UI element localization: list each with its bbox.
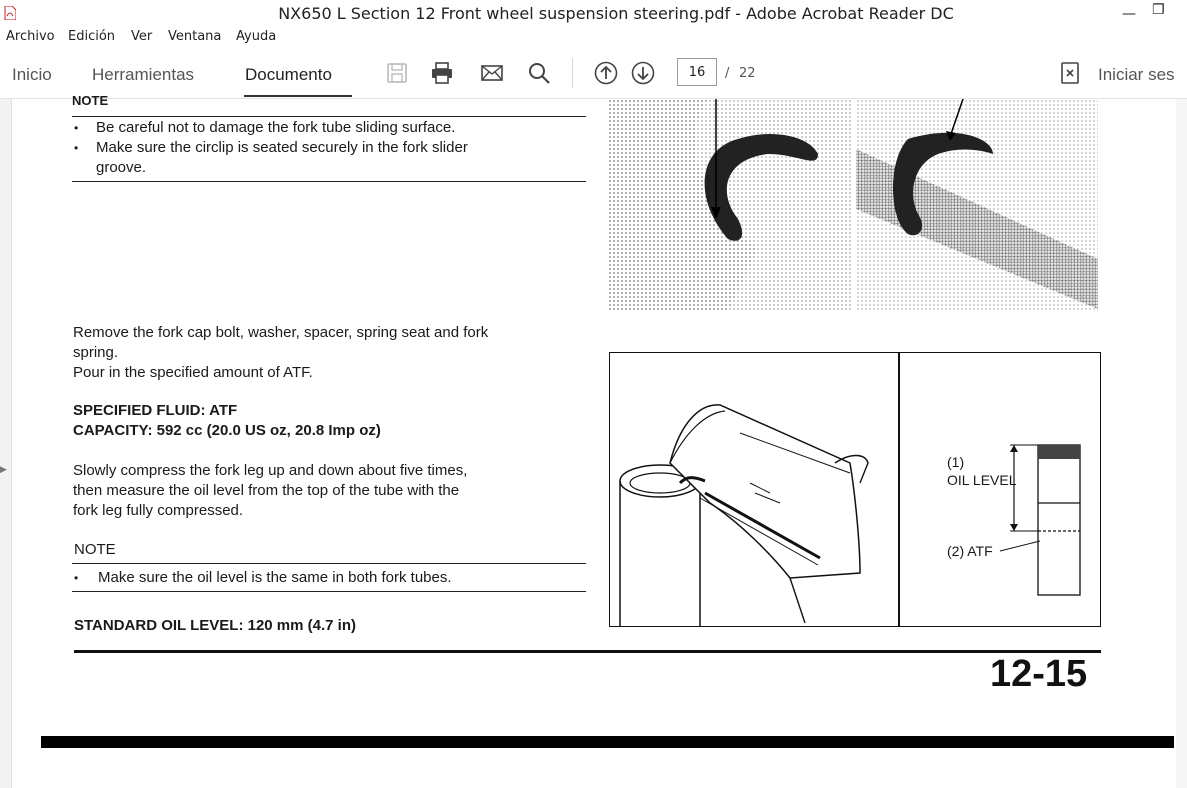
note1-bottom-rule — [72, 181, 586, 182]
standard-oil-level: STANDARD OIL LEVEL: 120 mm (4.7 in) — [74, 617, 356, 634]
toolbar-separator — [572, 58, 573, 88]
tab-documento[interactable]: Documento — [245, 65, 332, 84]
note1-heading: NOTE — [72, 93, 109, 108]
note2-heading: NOTE — [74, 541, 116, 558]
previous-page-icon[interactable] — [594, 61, 618, 85]
menu-ayuda[interactable]: Ayuda — [236, 29, 277, 44]
toolbar — [0, 48, 1187, 99]
menu-ventana[interactable]: Ventana — [168, 29, 222, 44]
minimize-button[interactable]: — — [1122, 6, 1136, 22]
print-icon[interactable] — [430, 61, 454, 85]
bullet-mark: • — [74, 571, 79, 585]
note1-bullet-2-cont: groove. — [96, 159, 147, 176]
oil-level-diagram — [900, 353, 1100, 626]
page-separator: / — [725, 66, 730, 81]
note1-top-rule — [72, 116, 586, 117]
paragraph-1-line-2: spring. — [73, 344, 119, 361]
left-panel-collapsed[interactable] — [0, 99, 12, 788]
menu-ver[interactable]: Ver — [131, 29, 153, 44]
note2-bullet: Make sure the oil level is the same in both fork tubes. — [98, 569, 452, 586]
bullet-mark: • — [74, 141, 79, 155]
search-icon[interactable] — [527, 61, 551, 85]
paragraph-2-line-1: Slowly compress the fork leg up and down about five times, — [73, 462, 468, 479]
pouring-atf-illustration — [610, 353, 898, 626]
paragraph-2-line-2: then measure the oil level from the top of the tube with the — [73, 482, 460, 499]
tab-inicio[interactable]: Inicio — [12, 65, 52, 84]
paragraph-1-line-3: Pour in the specified amount of ATF. — [73, 364, 313, 381]
active-tab-indicator — [244, 95, 352, 97]
circlip-photo — [608, 99, 1098, 311]
note1-bullet-2: Make sure the circlip is seated securely in the fork slider — [96, 139, 468, 156]
next-page-icon[interactable] — [631, 61, 655, 85]
save-icon[interactable] — [385, 61, 409, 85]
tab-herramientas[interactable]: Herramientas — [92, 65, 195, 84]
oil-level-figure — [609, 352, 1101, 627]
page-boundary — [41, 736, 1174, 748]
page-number-label: 12-15 — [990, 653, 1088, 695]
sign-in-button[interactable]: Iniciar ses — [1098, 65, 1175, 84]
title-bar — [0, 0, 1187, 26]
window-title: NX650 L Section 12 Front wheel suspension steering.pdf - Adobe Acrobat Reader DC — [278, 4, 954, 23]
bullet-mark: • — [74, 121, 79, 135]
menu-bar — [0, 26, 1187, 48]
note1-bullet-1: Be careful not to damage the fork tube sliding surface. — [96, 119, 456, 136]
note2-top-rule — [72, 563, 586, 564]
document-view[interactable] — [0, 93, 1187, 788]
note2-bottom-rule — [72, 591, 586, 592]
paragraph-1-line-1: Remove the fork cap bolt, washer, spacer, spring seat and fork — [73, 324, 489, 341]
figure-label-atf: (2) ATF — [947, 543, 993, 559]
menu-edicion[interactable]: Edición — [68, 29, 116, 44]
figure-label-1-number: (1) — [947, 454, 965, 470]
paragraph-2-line-3: fork leg fully compressed. — [73, 502, 244, 519]
restore-button[interactable]: ❐ — [1152, 2, 1165, 18]
page-number-input[interactable]: 16 — [677, 58, 717, 86]
specified-fluid: SPECIFIED FLUID: ATF — [73, 402, 238, 419]
page-footer-rule — [74, 650, 1101, 653]
figure-label-oil-level: OIL LEVEL — [947, 472, 1017, 488]
sign-document-icon[interactable] — [1058, 61, 1082, 85]
email-icon[interactable] — [480, 61, 504, 85]
expand-panel-icon[interactable]: ▶ — [0, 465, 7, 475]
page-total: 22 — [739, 66, 756, 81]
capacity: CAPACITY: 592 cc (20.0 US oz, 20.8 Imp oz) — [73, 422, 381, 439]
right-panel-edge — [1176, 99, 1187, 788]
menu-archivo[interactable]: Archivo — [6, 29, 55, 44]
